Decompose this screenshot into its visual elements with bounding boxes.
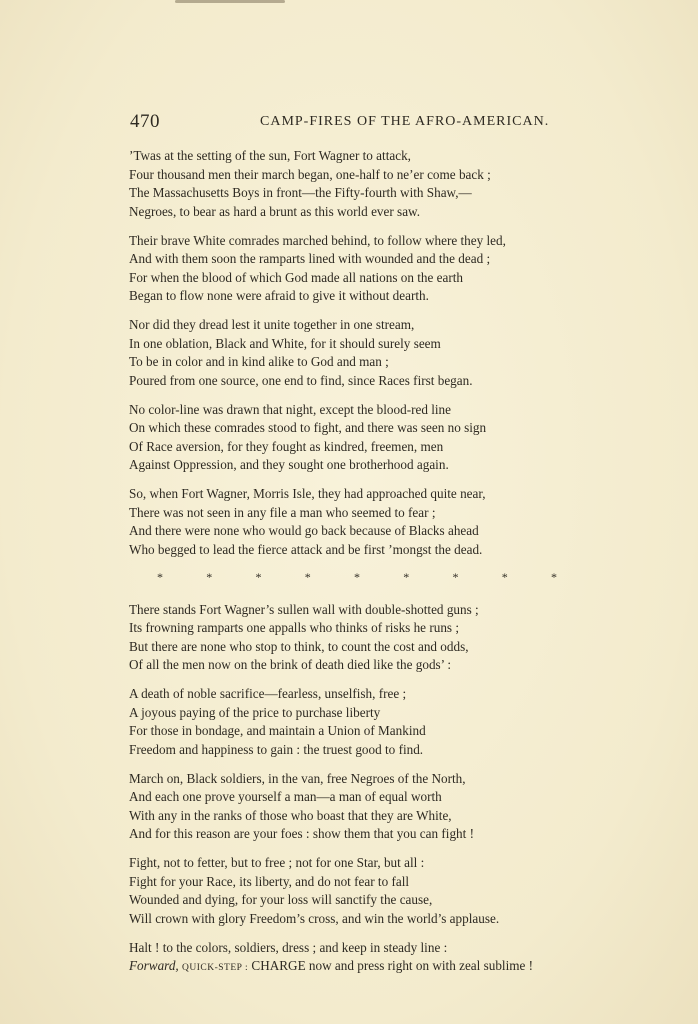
asterisk: * <box>354 569 360 584</box>
stanza <box>129 401 659 475</box>
poem-line: In one oblation, Black and White, for it should surely seem <box>129 335 441 351</box>
stanza <box>129 601 659 675</box>
poem-line: So, when Fort Wagner, Morris Isle, they had approached quite near, <box>129 486 486 501</box>
poem-line: And with them soon the ramparts lined with wounded and the dead ; <box>129 251 491 266</box>
page-number: 470 <box>130 111 160 132</box>
poem-line: A joyous paying of the price to purchase liberty <box>129 704 381 720</box>
stanza <box>129 147 659 221</box>
running-head <box>130 111 610 133</box>
stanza <box>129 685 659 759</box>
stanza <box>129 485 659 559</box>
poem-line: To be in color and in kind alike to God and man ; <box>129 354 389 369</box>
poem-line: Who begged to lead the fierce attack and be first ’mongst the dead. <box>129 541 483 557</box>
asterisk: * <box>403 569 410 584</box>
asterisk: * <box>206 569 213 584</box>
stanza <box>129 232 659 306</box>
poem-line: And for this reason are your foes : show them that you can fight ! <box>129 826 474 841</box>
final-stanza <box>129 939 659 978</box>
poem-line-final <box>129 957 659 978</box>
poem-line: The Massachusetts Boys in front—the Fifty-fourth with Shaw,— <box>129 185 472 200</box>
poem-line: Of all the men now on the brink of death died like the gods’ : <box>129 657 452 672</box>
asterisk: * <box>452 569 459 584</box>
poem-line: For when the blood of which God made all nations on the earth <box>129 269 464 285</box>
poem-line: Negroes, to bear as hard a brunt as this world ever saw. <box>129 203 421 219</box>
quick-step-word: QUICK-STEP : <box>182 963 249 973</box>
stanza <box>129 770 659 844</box>
poem-line: A death of noble sacrifice—fearless, unselfish, free ; <box>129 686 407 701</box>
charge-text: CHARGE now and press right on with zeal sublime ! <box>248 958 534 973</box>
section-separator <box>157 570 557 585</box>
poem-line: Will crown with glory Freedom’s cross, and win the world’s applause. <box>129 910 500 926</box>
poem-line: ’Twas at the setting of the sun, Fort Wagner to attack, <box>129 148 411 163</box>
poem <box>129 147 659 988</box>
poem-line: For those in bondage, and maintain a Union of Mankind <box>129 723 426 738</box>
asterisk: * <box>255 569 262 584</box>
poem-line: Halt ! to the colors, soldiers, dress ; and keep in steady line : <box>129 939 448 955</box>
stanza <box>129 854 659 928</box>
poem-line: Began to flow none were afraid to give it without dearth. <box>129 288 429 303</box>
poem-line: On which these comrades stood to fight, and there was seen no sign <box>129 420 487 435</box>
poem-line: Against Oppression, and they sought one brotherhood again. <box>129 457 449 472</box>
poem-line: Four thousand men their march began, one-half to ne’er come back ; <box>129 166 491 182</box>
asterisk: * <box>501 569 508 584</box>
poem-line: There stands Fort Wagner’s sullen wall with double-shotted guns ; <box>129 601 479 617</box>
top-rule <box>175 0 285 3</box>
poem-line: But there are none who stop to think, to count the cost and odds, <box>129 638 469 654</box>
asterisk: * <box>551 569 557 584</box>
poem-line: Wounded and dying, for your loss will sanctify the cause, <box>129 892 433 907</box>
poem-line: And each one prove yourself a man—a man of equal worth <box>129 789 442 804</box>
poem-line: Its frowning ramparts one appalls who thinks of risks he runs ; <box>129 620 460 635</box>
poem-line: Fight, not to fetter, but to free ; not for one Star, but all : <box>129 855 425 870</box>
running-title: CAMP-FIRES OF THE AFRO-AMERICAN. <box>260 114 550 129</box>
poem-line: No color-line was drawn that night, except the blood-red line <box>129 401 451 417</box>
asterisk: * <box>304 569 311 584</box>
poem-line: And there were none who would go back because of Blacks ahead <box>129 523 479 538</box>
poem-line: Of Race aversion, for they fought as kindred, freemen, men <box>129 438 444 454</box>
poem-line: Poured from one source, one end to find, since Races first began. <box>129 372 473 388</box>
poem-line: Their brave White comrades marched behind, to follow where they led, <box>129 232 506 248</box>
poem-line: With any in the ranks of those who boast that they are White, <box>129 807 452 823</box>
forward-word: Forward, <box>129 958 179 973</box>
asterisk: * <box>157 569 163 584</box>
poem-line: There was not seen in any file a man who seemed to fear ; <box>129 504 436 520</box>
poem-line: March on, Black soldiers, in the van, free Negroes of the North, <box>129 770 466 786</box>
stanza <box>129 316 659 390</box>
poem-line: Nor did they dread lest it unite together in one stream, <box>129 317 415 332</box>
poem-line: Fight for your Race, its liberty, and do not fear to fall <box>129 873 410 889</box>
poem-line: Freedom and happiness to gain : the truest good to find. <box>129 741 424 757</box>
